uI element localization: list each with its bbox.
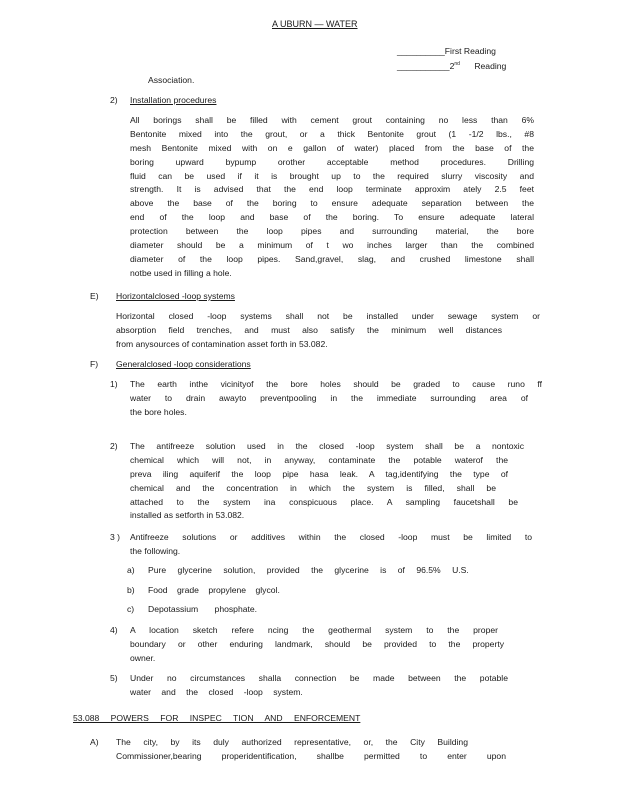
paragraph-line: Under no circumstances shalla connection be made between the potable	[130, 673, 508, 683]
continued-text: Association.	[148, 75, 195, 85]
paragraph	[116, 310, 540, 352]
section-heading: Generalclosed -loop considerations	[116, 359, 251, 369]
section-heading: 53.088 POWERS FOR INSPEC TION AND ENFORCEMENT	[73, 713, 361, 723]
paragraph-line: protection between the loop pipes and surrounding material, the bore	[130, 226, 534, 237]
paragraph-line: notbe used in filling a hole.	[130, 267, 232, 278]
item-marker: 3 )	[110, 532, 121, 542]
paragraph-line: Antifreeze solutions or additives within the closed -loop must be limited to	[130, 532, 532, 542]
item-marker: 5)	[110, 673, 118, 683]
paragraph-line: from anysources of contamination asset forth in 53.082.	[116, 338, 328, 349]
paragraph	[130, 531, 532, 559]
paragraph-line: diameter should be a minimum of t wo inches larger than the combined	[130, 240, 534, 251]
paragraph-line: end of the loop and base of the boring. To ensure adequate lateral	[130, 212, 534, 223]
paragraph	[130, 114, 534, 281]
paragraph	[130, 624, 504, 666]
paragraph-line: the following.	[130, 545, 181, 556]
sub-item-marker: b)	[127, 585, 135, 595]
paragraph-line: All borings shall be filled with cement grout containing no less than 6%	[130, 115, 534, 125]
section-heading: Horizontalclosed -loop systems	[116, 291, 235, 301]
paragraph	[130, 378, 542, 420]
paragraph-line: attached to the system ina conspicuous place. A sampling faucetshall be	[130, 496, 518, 507]
item-marker: E)	[90, 291, 99, 301]
paragraph-line: strength. It is advised that the end loop terminate approxim ately 2.5 feet	[130, 184, 534, 195]
second-reading-line	[397, 62, 506, 71]
paragraph-line: water and the closed -loop system.	[130, 686, 303, 697]
sub-item-marker: c)	[127, 604, 135, 614]
paragraph-line: water to drain awayto preventpooling in the immediate surrounding area of	[130, 392, 528, 403]
section-heading: Installation procedures	[130, 95, 217, 105]
sub-item-marker: a)	[127, 565, 135, 575]
first-reading-line: __________First Reading	[397, 46, 496, 56]
page-title: A UBURN — WATER	[272, 19, 358, 29]
paragraph-line: chemical and the concentration in which the system is filled, shall be	[130, 482, 496, 493]
paragraph-line: Horizontal closed -loop systems shall not be installed under sewage system or	[116, 311, 540, 321]
item-marker: A)	[90, 737, 99, 747]
paragraph-line: chemical which will not, in anyway, contaminate the potable waterof the	[130, 454, 508, 465]
paragraph-line: preva iling aquiferif the loop pipe hasa leak. A tag,identifying the type of	[130, 468, 508, 479]
paragraph-line: owner.	[130, 652, 156, 663]
item-marker: 4)	[110, 625, 118, 635]
item-marker: 1)	[110, 379, 118, 389]
paragraph-line: boring upward bypump orother acceptable method procedures. Drilling	[130, 156, 534, 167]
paragraph	[116, 736, 506, 764]
paragraph-line: The city, by its duly authorized representative, or, the City Building	[116, 737, 468, 747]
paragraph-line: the bore holes.	[130, 406, 187, 417]
sub-item-text: Food grade propylene glycol.	[148, 585, 280, 595]
paragraph-line: mesh Bentonite mixed with on e gallon of water) placed from the base of the	[130, 142, 534, 153]
second-reading-suffix: Reading	[474, 61, 507, 71]
paragraph-line: boundary or other enduring landmark, should be provided to the property	[130, 638, 504, 649]
paragraph-line: absorption field trenches, and must also satisfy the minimum well distances	[116, 324, 502, 335]
paragraph-line: fluid can be used if it is brought up to the required slurry viscosity and	[130, 170, 534, 181]
sub-item-text: Pure glycerine solution, provided the glycerine is of 96.5% U.S.	[148, 565, 469, 575]
paragraph-line: diameter of the loop pipes. Sand,gravel, slag, and crushed limestone shall	[130, 253, 534, 264]
paragraph-line: The earth inthe vicinityof the bore holes should be graded to cause runo ff	[130, 379, 542, 389]
item-marker: 2)	[110, 441, 118, 451]
item-marker: 2)	[110, 95, 118, 105]
paragraph	[130, 672, 508, 700]
paragraph-line: A location sketch refere ncing the geothermal system to the proper	[130, 625, 498, 635]
paragraph-line: Bentonite mixed into the grout, or a thick Bentonite grout (1 -1/2 lbs., #8	[130, 128, 534, 139]
second-reading-sup: nd	[454, 61, 460, 68]
paragraph-line: The antifreeze solution used in the closed -loop system shall be a nontoxic	[130, 441, 524, 451]
second-reading-prefix: ___________2	[397, 61, 455, 71]
paragraph-line: Commissioner,bearing properidentification, shallbe permitted to enter upon	[116, 750, 506, 761]
paragraph-line: installed as setforth in 53.082.	[130, 510, 245, 521]
paragraph-line: above the base of the boring to ensure adequate separation between the	[130, 198, 534, 209]
paragraph	[130, 440, 524, 523]
sub-item-text: Depotassium phosphate.	[148, 604, 258, 614]
item-marker: F)	[90, 359, 99, 369]
